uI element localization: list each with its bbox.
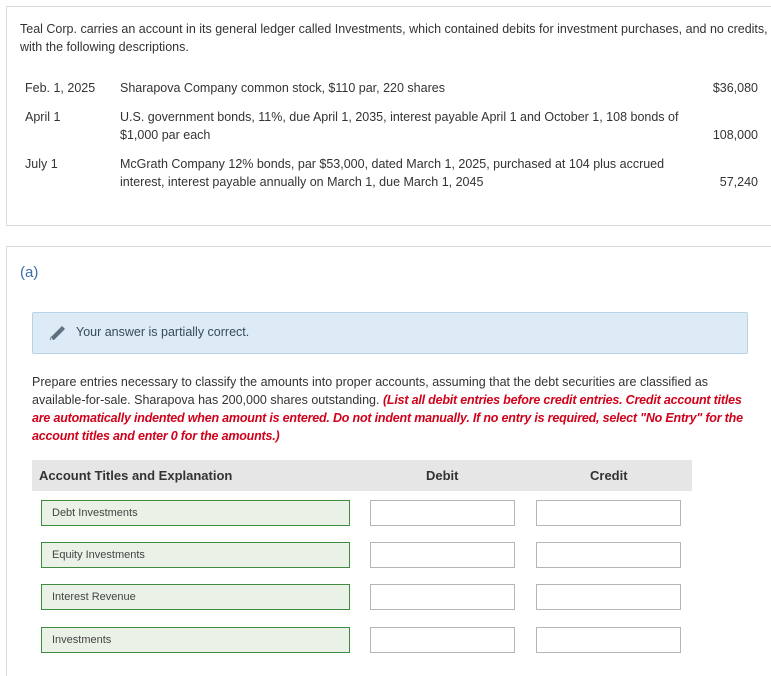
- entry-description: McGrath Company 12% bonds, par $53,000, dated March 1, 2025, purchased at 104 plus accrued interest, interest payable annually on March 1, due March 1, 2045: [120, 157, 665, 189]
- journal-row: [41, 627, 701, 653]
- journal-row: [41, 584, 701, 610]
- column-header-credit: Credit: [590, 468, 628, 483]
- column-header-account: Account Titles and Explanation: [39, 468, 233, 483]
- account-title-field[interactable]: Equity Investments: [41, 542, 350, 568]
- credit-input[interactable]: [536, 542, 681, 568]
- instructions-note: (List all debit entries before credit entries. Credit account titles are automatically indented when amount is entered. Do not indent manually. If no entry is required, select "No Entry" for the account titles and enter 0 for the amounts.): [32, 393, 743, 443]
- debit-input[interactable]: [370, 627, 515, 653]
- entry-amount: 108,000: [712, 128, 758, 142]
- status-banner: [32, 312, 748, 354]
- entry-date: April 1: [25, 110, 61, 124]
- account-title-field[interactable]: Debt Investments: [41, 500, 350, 526]
- part-a-card: [6, 246, 771, 676]
- question-intro: Teal Corp. carries an account in its general ledger called Investments, which contained debits for investment purchases, and no credits, with the following descriptions.: [20, 22, 768, 54]
- journal-table-header: [32, 460, 692, 491]
- account-title-field[interactable]: Interest Revenue: [41, 584, 350, 610]
- credit-input[interactable]: [536, 627, 681, 653]
- entry-date: July 1: [25, 157, 58, 171]
- journal-row: [41, 500, 701, 526]
- status-text: Your answer is partially correct.: [76, 325, 250, 339]
- debit-input[interactable]: [370, 500, 515, 526]
- part-label: (a): [20, 264, 39, 281]
- journal-row: [41, 542, 701, 568]
- debit-input[interactable]: [370, 584, 515, 610]
- credit-input[interactable]: [536, 500, 681, 526]
- column-header-debit: Debit: [426, 468, 459, 483]
- debit-input[interactable]: [370, 542, 515, 568]
- entry-description: U.S. government bonds, 11%, due April 1, 2035, interest payable April 1 and October 1, 108 bonds of $1,000 par each: [120, 110, 679, 142]
- entry-date: Feb. 1, 2025: [25, 81, 96, 95]
- question-card: [6, 6, 771, 226]
- instructions-text: Prepare entries necessary to classify the amounts into proper accounts, assuming that the debt securities are classified as available-for-sale. Sharapova has 200,000 shares outstanding.: [32, 375, 709, 407]
- entry-description: Sharapova Company common stock, $110 par, 220 shares: [120, 81, 445, 95]
- entry-amount: $36,080: [712, 81, 758, 95]
- instructions: [32, 373, 757, 445]
- pencil-icon: [49, 326, 65, 340]
- account-title-field[interactable]: Investments: [41, 627, 350, 653]
- entry-amount: 57,240: [719, 175, 758, 189]
- credit-input[interactable]: [536, 584, 681, 610]
